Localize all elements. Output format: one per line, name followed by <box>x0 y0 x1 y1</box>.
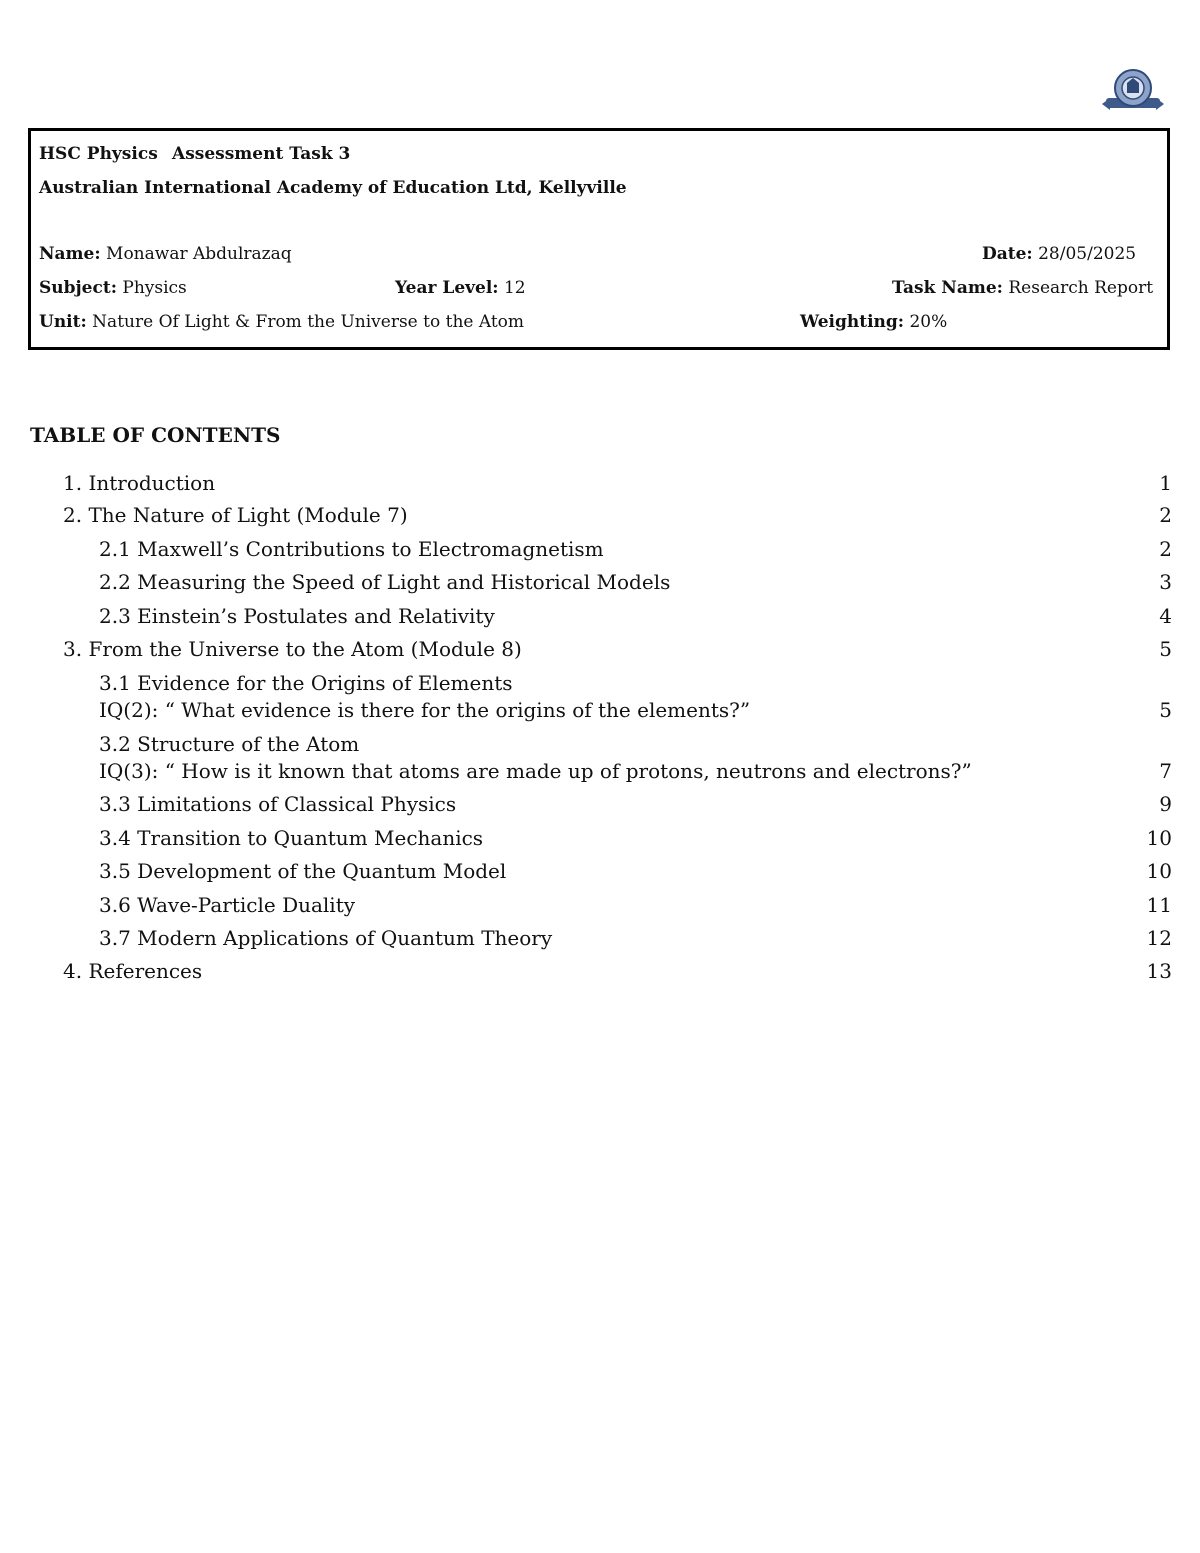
subject-field <box>39 278 187 298</box>
unit-field <box>39 312 524 332</box>
toc-entry-text[interactable]: 2. The Nature of Light (Module 7) <box>63 503 408 527</box>
toc-entry-page: 12 <box>1146 926 1172 950</box>
toc-entry-page: 7 <box>1159 759 1172 783</box>
task-name-value: Research Report <box>1002 278 1154 298</box>
toc-entry-text[interactable]: 2.2 Measuring the Speed of Light and Historical Models <box>99 570 671 594</box>
toc-entry-page: 9 <box>1159 792 1172 816</box>
year-value: 12 <box>498 278 526 298</box>
year-level-field <box>395 278 526 298</box>
toc-entry-page: 10 <box>1146 826 1172 850</box>
course-title: HSC Physics <box>39 144 158 164</box>
toc-entry-text[interactable]: 2.3 Einstein’s Postulates and Relativity <box>99 604 495 628</box>
toc-entry-text[interactable]: 3.4 Transition to Quantum Mechanics <box>99 826 484 850</box>
name-label: Name: <box>39 244 101 264</box>
toc-entry-subtext[interactable]: IQ(3): “ How is it known that atoms are made up of protons, neutrons and electrons?” <box>99 759 972 783</box>
school-name: Australian International Academy of Education Ltd, Kellyville <box>39 178 627 198</box>
toc-entry-text[interactable]: 4. References <box>63 959 203 983</box>
task-title: Assessment Task 3 <box>172 144 351 164</box>
toc-entry-page: 3 <box>1159 570 1172 594</box>
toc-entry-text[interactable]: 2.1 Maxwell’s Contributions to Electromagnetism <box>99 537 604 561</box>
toc-entry-page: 11 <box>1146 893 1172 917</box>
date-field <box>982 244 1136 264</box>
toc-entry-page: 1 <box>1159 471 1172 495</box>
toc-title: TABLE OF CONTENTS <box>30 423 281 447</box>
toc-entry-subtext[interactable]: IQ(2): “ What evidence is there for the origins of the elements?” <box>99 698 751 722</box>
toc-entry-text[interactable]: 3.5 Development of the Quantum Model <box>99 859 507 883</box>
name-value: Monawar Abdulrazaq <box>100 244 292 264</box>
toc-entry-text[interactable]: 3.7 Modern Applications of Quantum Theory <box>99 926 553 950</box>
school-logo <box>1100 64 1166 114</box>
student-name-field <box>39 244 292 264</box>
date-label: Date: <box>982 244 1033 264</box>
task-name-label: Task Name: <box>892 278 1003 298</box>
date-value: 28/05/2025 <box>1032 244 1137 264</box>
toc-entry-page: 5 <box>1159 637 1172 661</box>
weighting-value: 20% <box>904 312 948 332</box>
task-name-field <box>892 278 1153 298</box>
subject-value: Physics <box>116 278 187 298</box>
weighting-label: Weighting: <box>800 312 905 332</box>
year-label: Year Level: <box>395 278 499 298</box>
subject-label: Subject: <box>39 278 117 298</box>
unit-value: Nature Of Light & From the Universe to the Atom <box>86 312 525 332</box>
toc-entry-page: 2 <box>1159 503 1172 527</box>
toc-entry-text[interactable]: 1. Introduction <box>63 471 216 495</box>
toc-entry-page: 2 <box>1159 537 1172 561</box>
toc-entry-text[interactable]: 3.2 Structure of the Atom <box>99 732 360 756</box>
toc-entry-text[interactable]: 3.6 Wave-Particle Duality <box>99 893 356 917</box>
toc-entry-text[interactable]: 3. From the Universe to the Atom (Module 8) <box>63 637 522 661</box>
toc-entry-page: 5 <box>1159 698 1172 722</box>
toc-entry-page: 10 <box>1146 859 1172 883</box>
weighting-field <box>800 312 947 332</box>
toc-entry-page: 4 <box>1159 604 1172 628</box>
unit-label: Unit: <box>39 312 87 332</box>
toc-entry-text[interactable]: 3.3 Limitations of Classical Physics <box>99 792 457 816</box>
toc-entry-text[interactable]: 3.1 Evidence for the Origins of Elements <box>99 671 513 695</box>
toc-entry-page: 13 <box>1146 959 1172 983</box>
